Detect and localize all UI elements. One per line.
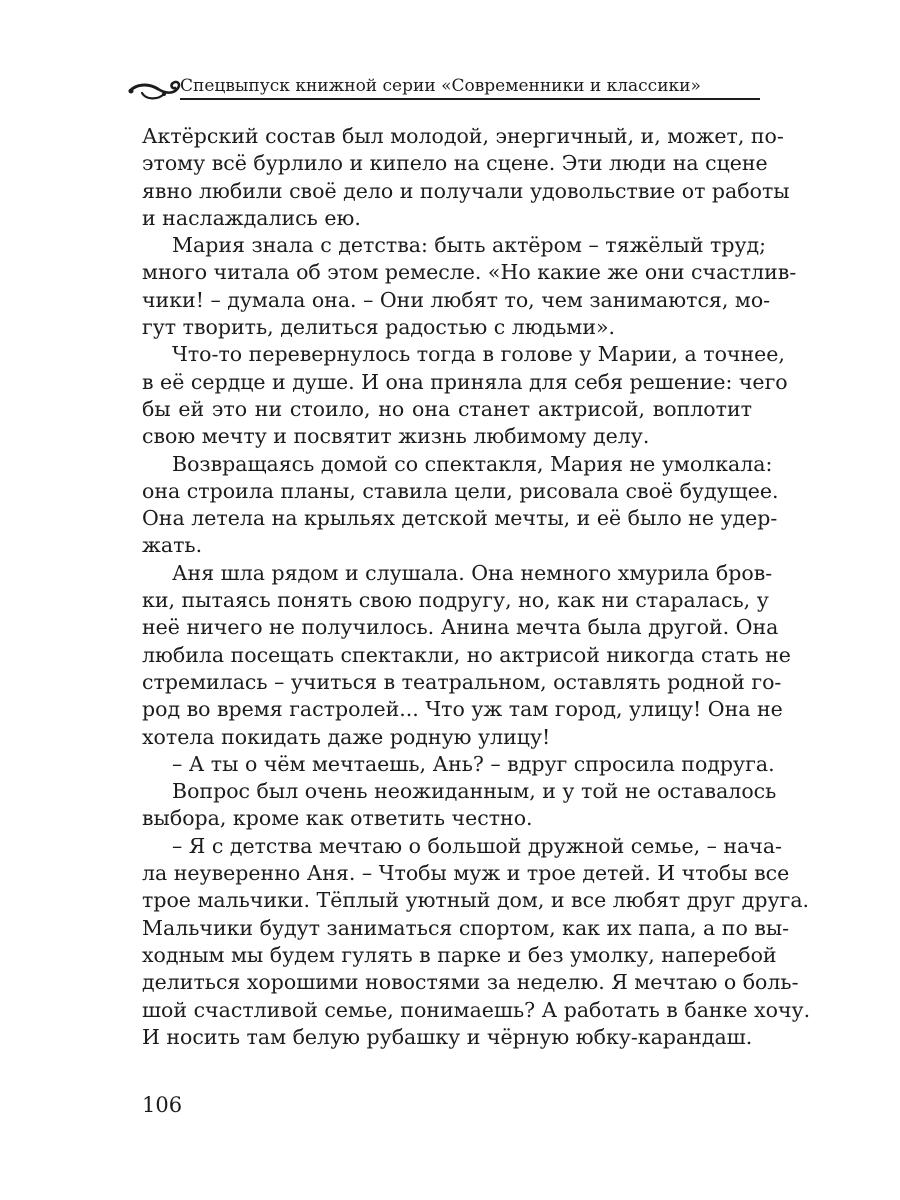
text-line: выбора, кроме как ответить честно.	[142, 806, 533, 831]
text-line: гут творить, делиться радостью с людьми».	[142, 315, 616, 340]
text-line: хотела покидать даже родную улицу!	[142, 724, 551, 749]
text-line: она строила планы, ставила цели, рисовала своё будущее.	[142, 478, 779, 503]
text-line: бы ей это ни стоило, но она станет актрисой, воплотит	[142, 396, 752, 421]
text-line: свою мечту и посвятит жизнь любимому делу.	[142, 424, 650, 449]
text-line: любила посещать спектакли, но актрисой никогда стать не	[142, 642, 791, 667]
header-rule	[180, 98, 760, 100]
text-line: жать.	[142, 533, 203, 558]
text-line: трое мальчики. Тёплый уютный дом, и все любят друг друга.	[142, 888, 810, 913]
text-line: И носить там белую рубашку и чёрную юбку-карандаш.	[142, 1024, 753, 1049]
text-line: Актёрский состав был молодой, энергичный, и, может, по-	[142, 124, 784, 148]
text-line: чики! – думала она. – Они любят то, чем занимаются, мо-	[142, 287, 771, 312]
page-number: 106	[142, 1093, 183, 1117]
flourish-ornament-icon	[128, 76, 184, 102]
text-line: стремилась – учиться в театральном, оставлять родной го-	[142, 669, 782, 694]
text-line: Она летела на крыльях детской мечты, и её было не удер-	[142, 506, 778, 531]
text-line: Возвращаясь домой со спектакля, Мария не умолкала:	[172, 451, 773, 476]
text-line: неё ничего не получилось. Анина мечта была другой. Она	[142, 615, 779, 640]
running-header	[128, 70, 760, 106]
text-line: ки, пытаясь понять свою подругу, но, как ни старалась, у	[142, 588, 769, 613]
text-line: Что-то перевернулось тогда в голове у Марии, а точнее,	[172, 342, 785, 367]
text-line: много читала об этом ремесле. «Но какие же они счастлив-	[142, 260, 797, 285]
text-line: род во время гастролей... Что уж там город, улицу! Она не	[142, 697, 783, 722]
text-line: Аня шла рядом и слушала. Она немного хмурила бров-	[172, 560, 773, 585]
text-line: – А ты о чём мечтаешь, Ань? – вдруг спросила подруга.	[172, 751, 775, 776]
text-line: делиться хорошими новостями за неделю. Я мечтаю о боль-	[142, 970, 799, 995]
text-line: Вопрос был очень неожиданным, и у той не оставалось	[172, 779, 777, 804]
text-line: – Я с детства мечтаю о большой дружной семье, – нача-	[172, 833, 782, 858]
body-text	[142, 123, 811, 1051]
text-line: в её сердце и душе. И она приняла для себя решение: чего	[142, 369, 788, 394]
text-line: явно любили своё дело и получали удовольствие от работы	[142, 178, 790, 203]
text-line: шой счастливой семье, понимаешь? А работать в банке хочу.	[142, 997, 811, 1022]
text-line: и наслаждались ею.	[142, 205, 361, 230]
text-line: этому всё бурлило и кипело на сцене. Эти люди на сцене	[142, 151, 768, 176]
header-title: Спецвыпуск книжной серии «Современники и классики»	[180, 76, 701, 96]
text-line: ходным мы будем гулять в парке и без умолку, наперебой	[142, 942, 777, 967]
text-line: Мария знала с детства: быть актёром – тяжёлый труд;	[172, 233, 767, 258]
text-line: ла неуверенно Аня. – Чтобы муж и трое детей. И чтобы все	[142, 861, 790, 886]
text-line: Мальчики будут заниматься спортом, как их папа, а по вы-	[142, 915, 790, 940]
